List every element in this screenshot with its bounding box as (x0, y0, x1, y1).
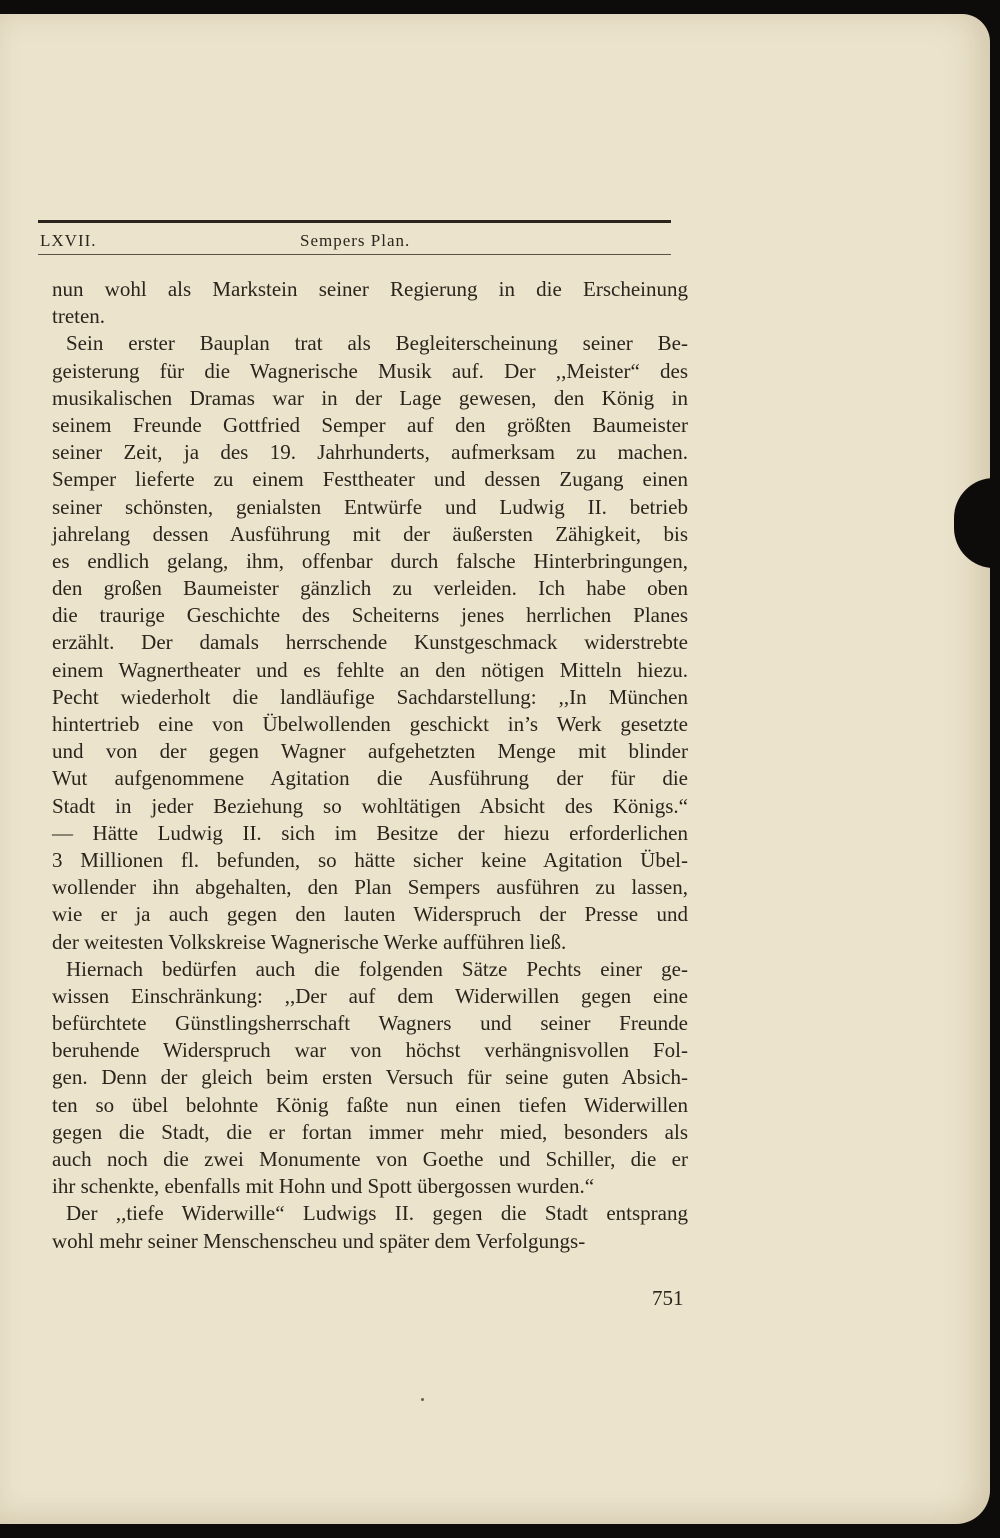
text-line: 3 Millionen fl. befunden, so hätte sicher keine Agitation Übel- (52, 847, 688, 872)
text-line: den großen Baumeister gänzlich zu verleiden. Ich habe oben (52, 576, 688, 601)
text-line: und von der gegen Wagner aufgehetzten Menge mit blinder (52, 739, 688, 764)
text-line: der weitesten Volkskreise Wagnerische Werke aufführen ließ. (52, 929, 567, 954)
header-rule-thin (38, 254, 671, 255)
text-line: — Hätte Ludwig II. sich im Besitze der hiezu erforderlichen (52, 820, 688, 845)
text-line: Sein erster Bauplan trat als Begleiterscheinung seiner Be- (66, 331, 688, 356)
running-title: Sempers Plan. (300, 231, 411, 250)
text-line: erzählt. Der damals herrschende Kunstgeschmack widerstrebte (52, 630, 688, 655)
text-line: wie er ja auch gegen den lauten Widerspruch der Presse und (52, 902, 688, 927)
text-line: seiner schönsten, genialsten Entwürfe und Ludwig II. betrieb (52, 494, 688, 519)
text-line: ten so übel belohnte König faßte nun einen tiefen Widerwillen (52, 1092, 688, 1117)
text-line: wohl mehr seiner Menschenscheu und später dem Verfolgungs- (52, 1228, 586, 1253)
text-line: beruhende Widerspruch war von höchst verhängnisvollen Fol- (52, 1038, 688, 1063)
text-line: musikalischen Dramas war in der Lage gewesen, den König in (52, 385, 688, 410)
text-line: seiner Zeit, ja des 19. Jahrhunderts, aufmerksam zu machen. (52, 440, 688, 465)
text-line: einem Wagnertheater und es fehlte an den nötigen Mitteln hiezu. (52, 657, 688, 682)
text-line: gen. Denn der gleich beim ersten Versuch für seine guten Absich- (52, 1065, 688, 1090)
header-rule (38, 220, 671, 223)
text-line: treten. (52, 304, 106, 329)
text-line: seinem Freunde Gottfried Semper auf den größten Baumeister (52, 412, 688, 437)
text-line: wissen Einschränkung: ,,Der auf dem Widerwillen gegen eine (52, 983, 688, 1008)
text-line: Stadt in jeder Beziehung so wohltätigen Absicht des Königs.“ (52, 793, 688, 818)
text-line: die traurige Geschichte des Scheiterns jenes herrlichen Planes (52, 603, 688, 628)
text-line: es endlich gelang, ihm, offenbar durch falsche Hinterbringungen, (52, 548, 688, 573)
text-line: jahrelang dessen Ausführung mit der äußersten Zähigkeit, bis (52, 521, 688, 546)
text-line: hintertrieb eine von Übelwollenden geschickt in’s Werk gesetzte (52, 712, 688, 736)
text-line: Wut aufgenommene Agitation die Ausführung der für die (52, 766, 688, 791)
text-line: auch noch die zwei Monumente von Goethe und Schiller, die er (52, 1147, 688, 1171)
paper-speck (421, 1398, 424, 1401)
chapter-number: LXVII. (40, 231, 97, 250)
text-line: nun wohl als Markstein seiner Regierung in die Erscheinung (52, 277, 688, 301)
running-head (38, 228, 671, 254)
text-line: ihr schenkte, ebenfalls mit Hohn und Spott übergossen wurden.“ (52, 1174, 595, 1199)
book-page (0, 14, 990, 1524)
text-line: geisterung für die Wagnerische Musik auf. Der ,,Meister“ des (52, 358, 688, 383)
text-line: befürchtete Günstlingsherrschaft Wagners und seiner Freunde (52, 1011, 688, 1036)
text-line: gegen die Stadt, die er fortan immer mehr mied, besonders als (52, 1119, 688, 1144)
page-number: 751 (652, 1286, 684, 1310)
text-line: Pecht wiederholt die landläufige Sachdarstellung: ,,In München (52, 684, 688, 709)
body-text (52, 276, 688, 1255)
text-line: Semper lieferte zu einem Festtheater und dessen Zugang einen (52, 467, 688, 492)
text-line: wollender ihn abgehalten, den Plan Sempers ausführen zu lassen, (52, 875, 688, 900)
text-line: Hiernach bedürfen auch die folgenden Sätze Pechts einer ge- (66, 956, 688, 981)
text-line: Der ,,tiefe Widerwille“ Ludwigs II. gegen die Stadt entsprang (66, 1201, 688, 1226)
